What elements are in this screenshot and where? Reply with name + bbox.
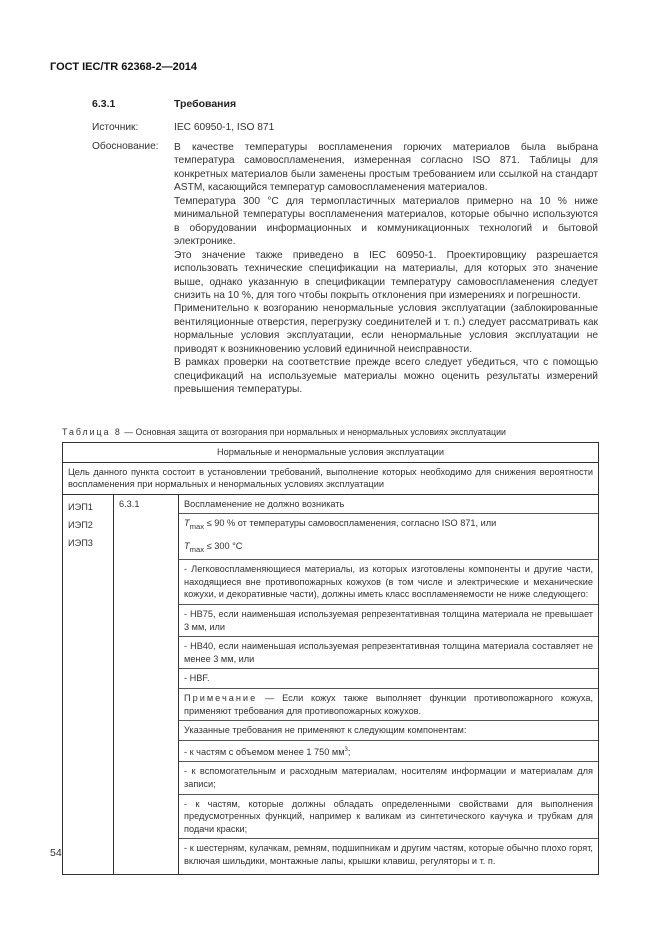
source-label: Источник:	[92, 122, 139, 133]
exempt-3: - к частям, которые должны обладать определенными свойствами для выполнения предусмотренных функций, например к валикам из синтетического каучука и трубкам для подачи краски;	[179, 794, 598, 839]
paragraph: Применительно к возгоранию ненормальные условия эксплуатации (заблокированные вентиляционные отверстия, перегрузку соединителей и т. п.) следует рассматривать как нормальные условия эксплуатации, если ненормальные условия эксплуатации не приводят к возникновению условий единичной неисправности.	[174, 303, 598, 355]
tmax-sub: max	[189, 544, 205, 554]
requirements-cell	[179, 494, 599, 874]
class-item: ИЭП1	[68, 501, 93, 512]
class-item: ИЭП3	[68, 537, 93, 548]
clause-cell: 6.3.1	[114, 494, 179, 874]
document-header: ГОСТ IEC/TR 62368-2—2014	[50, 61, 198, 73]
req-tmax	[179, 513, 598, 559]
exempt-4: - к шестерням, кулачкам, ремням, подшипникам и другим частям, которые обычно плохо горят, включая шильдики, монтажные лапы, крышки клавиш, регуляторы и т. п.	[179, 838, 598, 870]
req-hb40: - HB40, если наименьшая используемая репрезентативная толщина материала составляет не менее 3 мм, или	[179, 636, 598, 668]
page-number: 54	[50, 847, 62, 859]
paragraph: В рамках проверки на соответствие прежде всего следует убедиться, что с помощью спецификаций на используемые материалы можно оценить результаты измерений превышения температуры.	[174, 357, 598, 396]
req-hb75: - HB75, если наименьшая используемая репрезентативная толщина материала не превышает 3 мм, или	[179, 604, 598, 636]
rationale-label: Обоснование:	[92, 141, 159, 152]
table-caption	[62, 427, 506, 437]
table-purpose: Цель данного пункта состоит в установлении требований, выполнение которых необходимо для снижения вероятности воспламенения при нормальных и ненормальных условиях эксплуатации	[63, 462, 599, 494]
class-item: ИЭП2	[68, 519, 93, 530]
exempt-1-sup: 3	[344, 746, 348, 753]
exempt-1-end: ;	[347, 746, 351, 757]
tmax-symbol: T	[184, 540, 190, 551]
tmax-symbol: T	[184, 518, 190, 529]
tmax-limit-2: ≤ 300 °С	[204, 540, 243, 551]
source-value: IEC 60950-1, ISO 871	[174, 122, 275, 133]
caption-prefix: Таблица 8	[62, 427, 122, 437]
req-flammable: - Легковоспламеняющиеся материалы, из которых изготовлены компоненты и другие части, находящиеся вне противопожарных кожухов (в том числе и электрические и механические кожухи, и декоративные части), должны иметь класс воспламеняемости не ниже следующего:	[179, 559, 598, 604]
exempt-1	[179, 740, 598, 762]
section-title: Требования	[174, 98, 237, 110]
paragraph: В качестве температуры воспламенения горючих материалов была выбрана температура самовоспламенения, измеренная согласно ISO 871. Таблицы для конкретных материалов были заменены простым требованием или ссылкой на стандарт ASTM, касающийся температур самовоспламенения материалов.	[174, 142, 598, 194]
caption-text: — Основная защита от возгорания при нормальных и ненормальных условиях эксплуатации	[121, 427, 506, 437]
table-8	[62, 442, 599, 875]
section-number: 6.3.1	[92, 98, 116, 110]
req-main: Воспламенение не должно возникать	[184, 498, 345, 509]
req-note	[179, 688, 598, 720]
rationale-text	[174, 141, 598, 397]
paragraph: Температура 300 °С для термопластичных материалов примерно на 10 % ниже минимальной температуры воспламенения материалов, которые обычно используются в оборудовании информационных и коммуникационных технологий и бытовой электронике.	[174, 195, 598, 248]
note-label: Примечание	[184, 692, 258, 703]
class-cell	[63, 494, 114, 874]
note-text: — Если кожух также выполняет функции противопожарного кожуха, применяют требования для противопожарных кожухов.	[184, 692, 593, 716]
tmax-limit-1: ≤ 90 % от температуры самовоспламенения, согласно ISO 871, или	[204, 518, 497, 529]
exempt-intro: Указанные требования не применяют к следующим компонентам:	[179, 720, 598, 740]
tmax-sub: max	[189, 522, 205, 532]
exempt-1-text: - к частям с объемом менее 1 750 мм	[184, 746, 345, 757]
paragraph: Это значение также приведено в IEC 60950-1. Проектировщику разрешается использовать технические спецификации на материалы, для которых это значение выше, однако указанную в спецификации температуру самовоспламенения следует снизить на 10 %, для того чтобы покрыть отклонения при измерениях и погрешности.	[174, 249, 598, 301]
req-hbf: - HBF.	[179, 668, 598, 688]
exempt-2: - к вспомогательным и расходным материалам, носителям информации и материалам для записи;	[179, 761, 598, 793]
table-header: Нормальные и ненормальные условия эксплуатации	[63, 443, 599, 463]
